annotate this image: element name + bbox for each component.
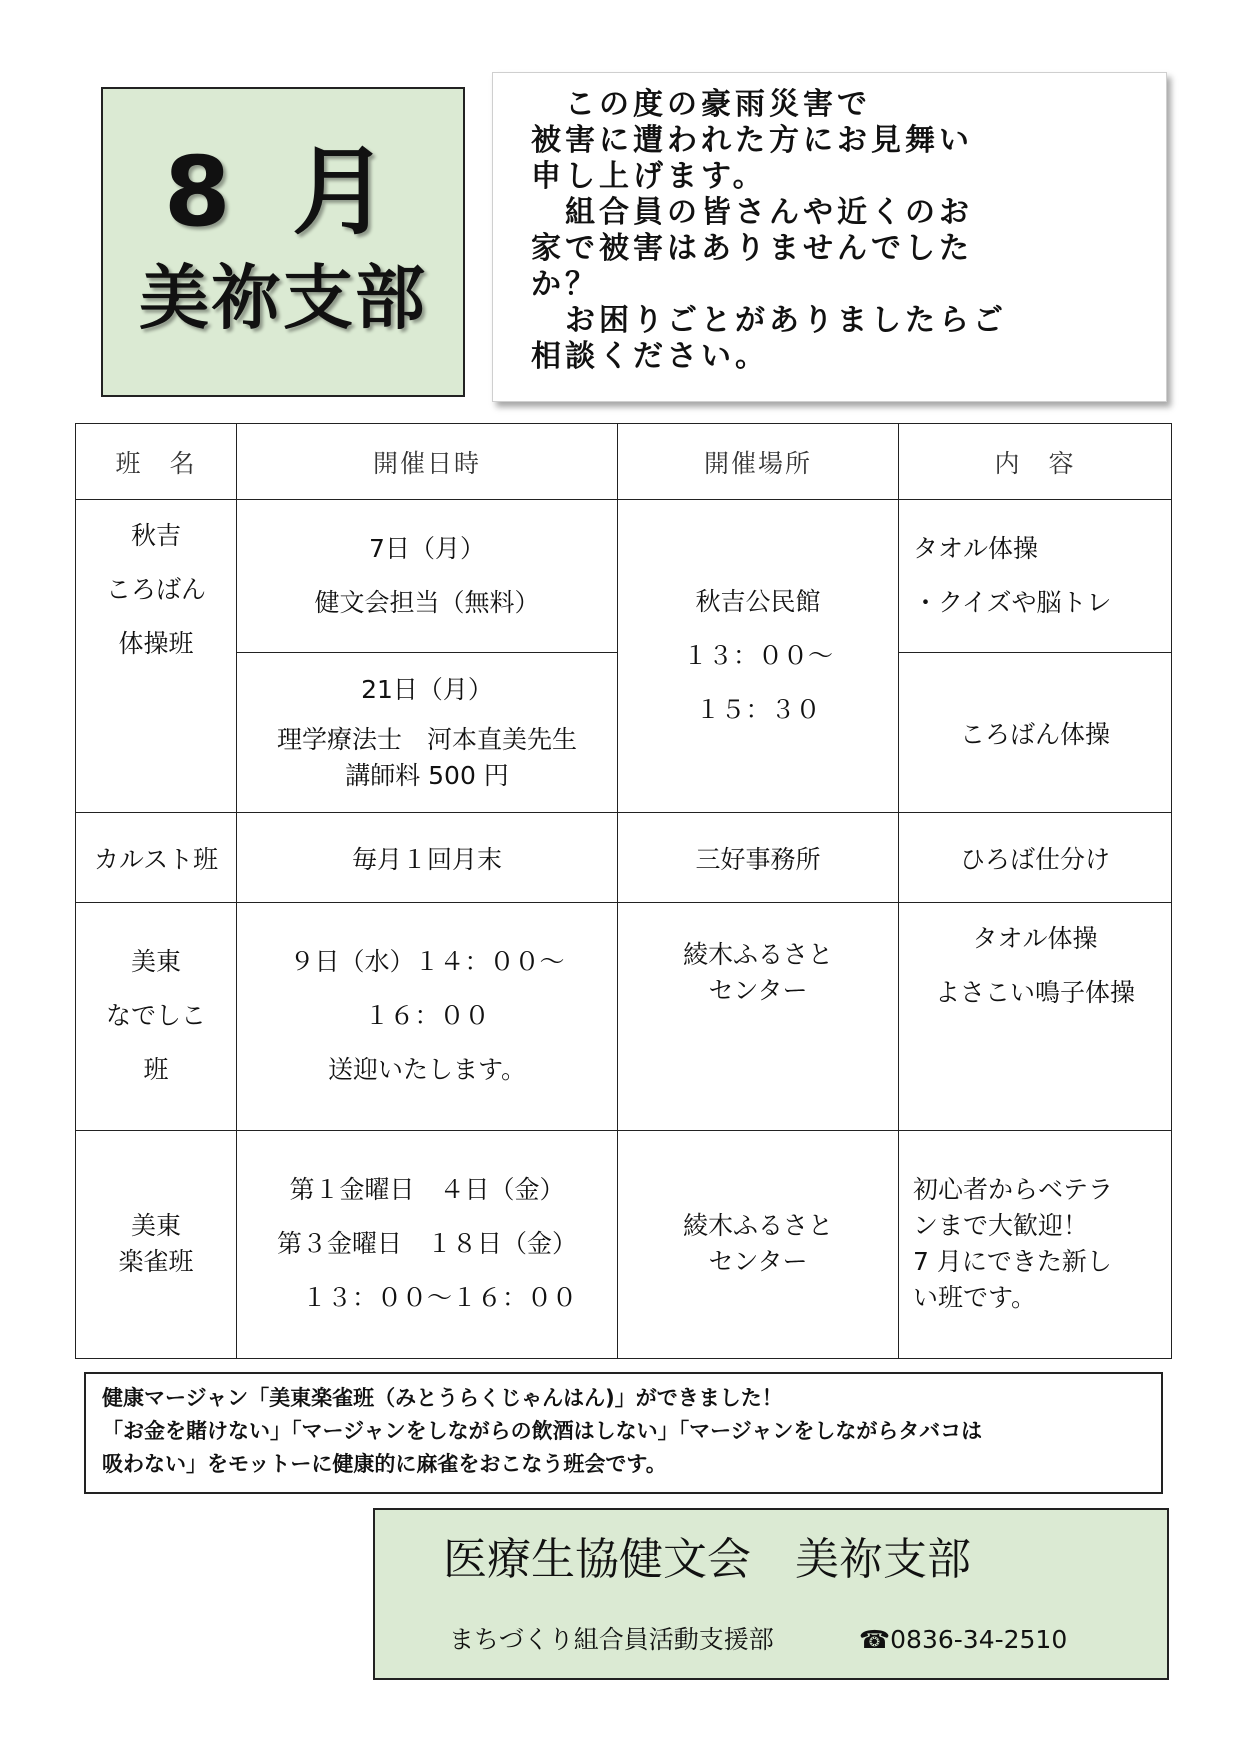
content-line: よさこい鳴子体操: [934, 977, 1135, 1007]
karst-venue: 三好事務所: [618, 813, 899, 902]
datetime-line: ９日（水）１４：００～: [289, 947, 565, 977]
akiyoshi-venue: [618, 500, 899, 813]
message-line: 組合員の皆さんや近くのお: [531, 195, 973, 230]
footer-organization: 医療生協健文会 美祢支部: [443, 1534, 971, 1585]
message-line: 被害に遭われた方にお見舞い: [531, 123, 973, 158]
content-line: ンまで大歓迎！: [913, 1211, 1089, 1241]
table-row: [76, 1130, 1172, 1358]
datetime-line: １６：００: [364, 1001, 490, 1031]
content-line: ・クイズや脳トレ: [913, 588, 1112, 618]
content-line: い班です。: [913, 1283, 1037, 1313]
table-header-row: [76, 424, 1172, 500]
table-row: [76, 500, 1172, 653]
group-name-line: 秋吉: [130, 521, 181, 551]
content-line: 初心者からベテラ: [913, 1175, 1114, 1205]
mitou-jansou-venue: [618, 1130, 899, 1358]
venue-line: 綾木ふるさと: [682, 939, 833, 969]
datetime-line: １３：００～１６：００: [276, 1283, 577, 1313]
group-mitou-jansou: [76, 1130, 237, 1358]
venue-line: 綾木ふるさと: [682, 1211, 833, 1241]
group-karst: カルスト班: [76, 813, 237, 902]
group-name-line: なでしこ: [105, 1001, 206, 1031]
venue-line: １３：００～: [682, 641, 833, 671]
header-datetime: 開催日時: [237, 424, 618, 500]
message-line: 相談ください。: [531, 339, 769, 374]
message-line: か？: [531, 267, 599, 302]
group-name-line: 美東: [130, 947, 181, 977]
footer-contact-box: [373, 1508, 1169, 1680]
group-mitou-nadeshiko: [76, 902, 237, 1130]
table-row: [76, 813, 1172, 902]
group-name-line: 班: [143, 1055, 169, 1085]
mitou-jansou-datetime: [237, 1130, 618, 1358]
datetime-line: 第１金曜日 ４日（金）: [289, 1175, 565, 1205]
table-row: [76, 902, 1172, 1130]
footer-department: まちづくり組合員活動支援部: [449, 1625, 774, 1654]
datetime-line: 7日（月）: [369, 534, 485, 564]
message-line: この度の豪雨災害で: [531, 87, 871, 122]
datetime-line: 21日（月）: [361, 674, 493, 704]
message-line: 申し上げます。: [531, 159, 767, 194]
group-name-line: 美東: [130, 1211, 181, 1241]
header-group-name: 班 名: [76, 424, 237, 500]
datetime-line: 健文会担当（無料）: [314, 588, 540, 618]
header-content: 内 容: [899, 424, 1172, 500]
message-line: お困りごとがありましたらご: [531, 303, 1007, 338]
note-line: 「お金を賭けない」「マージャンをしながらの飲酒はしない」「マージャンをしながらタバコは: [102, 1419, 983, 1443]
mitou-nadeshiko-datetime: [237, 902, 618, 1130]
footer-phone: ☎0836-34-2510: [859, 1625, 1068, 1654]
schedule-table: [75, 423, 1172, 1359]
venue-line: 秋吉公民館: [695, 587, 821, 617]
content-line: タオル体操: [972, 923, 1098, 953]
venue-line: センター: [708, 975, 808, 1005]
content-line: 7 月にできた新し: [913, 1247, 1112, 1277]
venue-line: １５：３０: [695, 695, 821, 725]
title-month: 8 月: [163, 135, 403, 248]
karst-content: ひろば仕分け: [899, 813, 1172, 902]
group-akiyoshi: [76, 500, 237, 813]
venue-line: センター: [708, 1247, 808, 1277]
note-line: 健康マージャン「美東楽雀班（みとうらくじゃんはん)」ができました！: [102, 1386, 783, 1410]
akiyoshi-session2-datetime: [237, 653, 618, 813]
akiyoshi-session1-datetime: [237, 500, 618, 653]
mahjong-note-box: [84, 1372, 1163, 1494]
datetime-line: 講師料 500 円: [345, 760, 509, 790]
group-name-line: ころばん: [105, 575, 206, 605]
group-name-line: 楽雀班: [118, 1247, 194, 1277]
title-box: [101, 87, 465, 397]
karst-datetime: 毎月１回月末: [237, 813, 618, 902]
group-name-line: 体操班: [118, 629, 194, 659]
note-line: 吸わない」をモットーに健康的に麻雀をおこなう班会です。: [102, 1452, 667, 1476]
akiyoshi-content2: ころばん体操: [899, 653, 1172, 813]
content-line: タオル体操: [913, 534, 1039, 564]
header-venue: 開催場所: [618, 424, 899, 500]
message-line: 家で被害はありませんでした: [531, 231, 973, 266]
mitou-nadeshiko-content: [899, 902, 1172, 1130]
title-branch: 美祢支部: [139, 257, 427, 340]
akiyoshi-content1: [899, 500, 1172, 653]
datetime-line: 理学療法士 河本直美先生: [276, 724, 577, 754]
mitou-jansou-content: [899, 1130, 1172, 1358]
datetime-line: 第３金曜日 １８日（金）: [276, 1229, 577, 1259]
mitou-nadeshiko-venue: [618, 902, 899, 1130]
datetime-line: 送迎いたします。: [327, 1055, 526, 1085]
condolence-message-box: [492, 72, 1167, 402]
